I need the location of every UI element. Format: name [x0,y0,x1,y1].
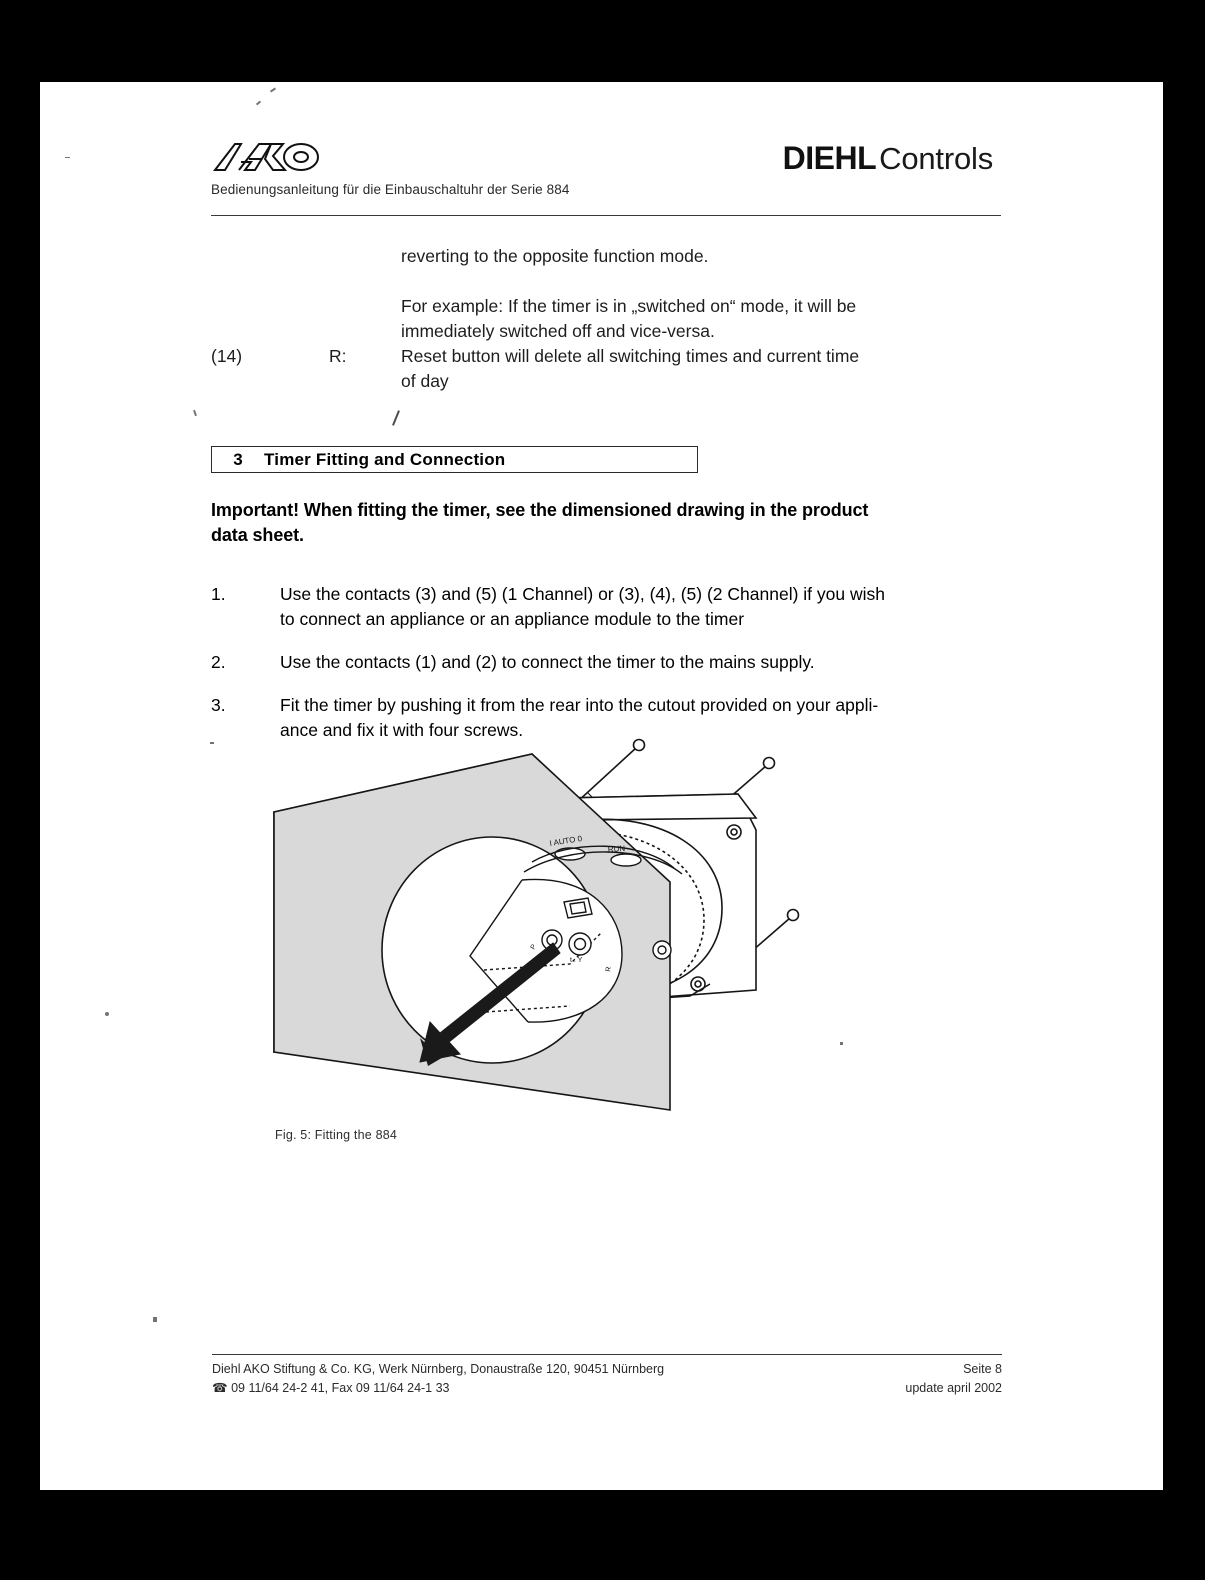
step-text [280,650,998,675]
page-header [211,140,993,224]
figure-caption: Fig. 5: Fitting the 884 [275,1128,398,1142]
list-item [211,650,1001,675]
run-switch-label: RUN [607,843,626,854]
face-label-p: P [529,943,539,951]
item-14-row [211,344,1001,394]
important-line-2: data sheet. [211,525,304,545]
mode-switch-label: I AUTO 0 [548,833,583,848]
spacer-col [329,294,401,344]
step-line-2: to connect an appliance or an appliance module to the timer [280,609,745,629]
step-line-1: Use the contacts (3) and (5) (1 Channel) or (3), (4), (5) (2 Channel) if you wish [280,584,885,604]
item-14-number: (14) [211,346,243,366]
paragraph-continued-text: reverting to the opposite function mode. [401,246,709,266]
scan-artifact [840,1042,843,1045]
section-heading-box [211,446,698,473]
important-note [211,498,1001,548]
footer-company-line: Diehl AKO Stiftung & Co. KG, Werk Nürnberg, Donaustraße 120, 90451 Nürnberg [212,1362,665,1376]
item-14-text [401,344,1001,394]
diehl-controls-logo [783,140,993,177]
spacer-col [329,244,401,269]
footer-divider [212,1354,1002,1355]
spacer-col [211,294,329,344]
footer-contact-line [212,1379,664,1398]
paragraph-continued-row [211,244,1001,269]
list-item [211,582,1001,632]
page-number: Seite 8 [963,1362,1002,1376]
example-row [211,294,1001,344]
step-text [280,582,998,632]
telephone-icon: ☎ [212,1381,228,1395]
scan-artifact [153,1317,157,1322]
scan-artifact [65,157,70,158]
scan-artifact [270,87,276,92]
section-title: Timer Fitting and Connection [264,449,506,469]
header-subtitle: Bedienungsanleitung für die Einbauschaltuhr der Serie 884 [211,182,570,197]
step-line-1: Use the contacts (1) and (2) to connect the timer to the mains supply. [280,652,815,672]
item-14-line-1: Reset button will delete all switching times and current time [401,346,860,366]
step-line-2: ance and fix it with four screws. [280,720,524,740]
ako-logo-icon [211,140,323,174]
section-number: 3 [233,449,243,469]
item-14-line-2: of day [401,371,449,391]
spacer-col [211,244,329,269]
footer-meta-block [905,1360,1002,1398]
footer-contact-text: 09 11/64 24-2 41, Fax 09 11/64 24-1 33 [231,1381,450,1395]
item-14-code: R: [329,346,347,366]
example-line-1: For example: If the timer is in „switched on“ mode, it will be [401,296,857,316]
example-text [401,294,1001,344]
update-label: update april 2002 [905,1381,1002,1395]
face-label-t: t . Y [570,957,583,964]
diehl-brand-light: Controls [879,141,993,176]
header-divider [211,215,1001,216]
scan-artifact [256,101,261,106]
scan-artifact [392,410,400,426]
diehl-brand-bold: DIEHL [782,140,877,176]
page-footer [212,1360,1002,1398]
scan-artifact [105,1012,109,1016]
face-label-r: R [605,966,613,973]
important-line-1: Important! When fitting the timer, see the dimensioned drawing in the product [211,500,869,520]
step-number: 3. [211,695,226,715]
step-number: 1. [211,584,226,604]
scan-artifact [193,410,197,416]
scanned-page [40,82,1163,1490]
example-line-2: immediately switched off and vice-versa. [401,321,715,341]
step-number: 2. [211,652,226,672]
footer-company-block [212,1360,664,1398]
step-line-1: Fit the timer by pushing it from the rear into the cutout provided on your appli- [280,695,879,715]
figure-fitting-the-884 [270,722,830,1122]
